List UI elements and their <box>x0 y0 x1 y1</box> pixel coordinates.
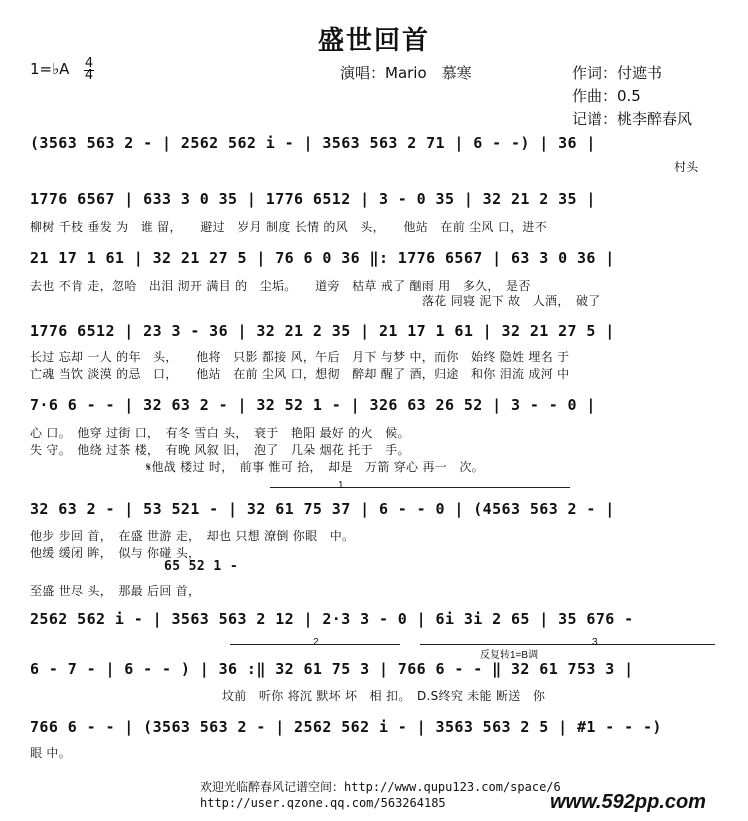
lyric-row-4b: 失 守。 他绕 过茶 楼， 有晚 风叙 旧， 泡了 几朵 烟花 托于 手。 <box>30 443 410 457</box>
score-row-8: 766 6 - - | (3563 563 2 - | 2562 562 i - | 3563 563 2 5 | #1 - - -) <box>30 718 662 736</box>
lyric-row-4a: 心 口。 他穿 过街 口， 有冬 雪白 头， 衰于 艳阳 最好 的火 候。 <box>30 426 410 440</box>
repeat-key-change: 反复转1=B调 <box>480 650 539 661</box>
lyricist: 作词：付遮书 <box>572 64 663 82</box>
score-row-6: 2562 562 i - | 3563 563 2 12 | 2·3 3 - 0 | 6i 3i 2 65 | 35 676 - <box>30 610 634 628</box>
lyric-row-7: 坟前 听你 将沉 默坏 坏 相 扣。 D.S终究 未能 断送 你 <box>222 689 546 703</box>
lyric-row-5b: 他缓 缓闭 眸， 似与 你碰 头， <box>30 546 201 560</box>
alt-notes: 65 52 1 - <box>164 559 239 574</box>
volta-3-label: 3 <box>592 637 598 648</box>
lyric-row-5a: 他步 步回 首， 在盛 世游 走， 却也 只想 潦倒 你眼 中。 <box>30 529 355 543</box>
volta-1-line <box>270 487 570 488</box>
volta-1-label: 1 <box>338 480 344 491</box>
time-top: 4 <box>84 56 94 71</box>
lyric-row-1: 柳树 千枝 垂发 为 谁 留， 避过 岁月 制度 长情 的风 头， 他站 在前 尘风 口，进不 <box>30 220 548 234</box>
time-signature <box>84 56 94 83</box>
lyric-row-8: 眼 中。 <box>30 746 72 760</box>
song-title: 盛世回首 <box>317 26 430 56</box>
volta-3-line <box>420 644 715 645</box>
score-row-1: 1776 6567 | 633 3 0 35 | 1776 6512 | 3 - 0 35 | 32 21 2 35 | <box>30 190 596 208</box>
score-row-3: 1776 6512 | 23 3 - 36 | 32 21 2 35 | 21 17 1 61 | 32 21 27 5 | <box>30 322 615 340</box>
lyric-row-3a: 长过 忘却 一人 的年 头， 他将 只影 都接 风，午后 月下 与梦 中，而你 始终 隐姓 埋名 于 <box>30 350 570 364</box>
site-watermark[interactable]: www.592pp.com <box>550 791 706 813</box>
footer-line-1: 欢迎光临醉春风记谱空间：http://www.qupu123.com/space/6 <box>200 780 561 794</box>
lyric-row-2b: 落花 同寝 泥下 故 人酒， 破了 <box>422 294 601 308</box>
score-row-7: 6 - 7 - | 6 - - ) | 36 :‖ 32 61 75 3 | 766 6 - - ‖ 32 61 753 3 | <box>30 660 634 678</box>
score-row-0: (3563 563 2 - | 2562 562 i - | 3563 563 2 71 | 6 - -) | 36 | <box>30 134 596 152</box>
lyric-row-4c: 𝄋他战 楼过 时， 前事 惟可 拾， 却是 万箭 穿心 再一 次。 <box>146 460 484 474</box>
lyric-row-0: 村头 <box>674 160 699 174</box>
key-signature: 1=♭A <box>30 60 70 78</box>
transcriber: 记谱：桃李醉春风 <box>572 110 693 128</box>
lyric-row-5d: 至盛 世尽 头， 那最 后回 首， <box>30 584 201 598</box>
footer-line-2[interactable]: http://user.qzone.qq.com/563264185 <box>200 796 446 810</box>
time-bottom: 4 <box>84 68 94 83</box>
lyric-row-3b: 亡魂 当饮 淡漠 的忌 口， 他站 在前 尘风 口，想彻 醉却 醒了 酒，归途 和你 泪流 成河 中 <box>30 367 570 381</box>
score-row-2: 21 17 1 61 | 32 21 27 5 | 76 6 0 36 ‖: 1776 6567 | 63 3 0 36 | <box>30 249 615 267</box>
singer: 演唱：Mario 慕寒 <box>340 64 472 82</box>
score-row-5: 32 63 2 - | 53 521 - | 32 61 75 37 | 6 - - 0 | (4563 563 2 - | <box>30 500 615 518</box>
lyric-row-2a: 去也 不肯 走，忽哈 出泪 沏开 满目 的 尘垢。 道旁 枯草 戒了 酗雨 用 多久， 是否 <box>30 279 531 293</box>
score-row-4: 7·6 6 - - | 32 63 2 - | 32 52 1 - | 326 63 26 52 | 3 - - 0 | <box>30 396 596 414</box>
volta-2-label: 2 <box>313 637 319 648</box>
composer: 作曲：0.5 <box>572 87 641 105</box>
